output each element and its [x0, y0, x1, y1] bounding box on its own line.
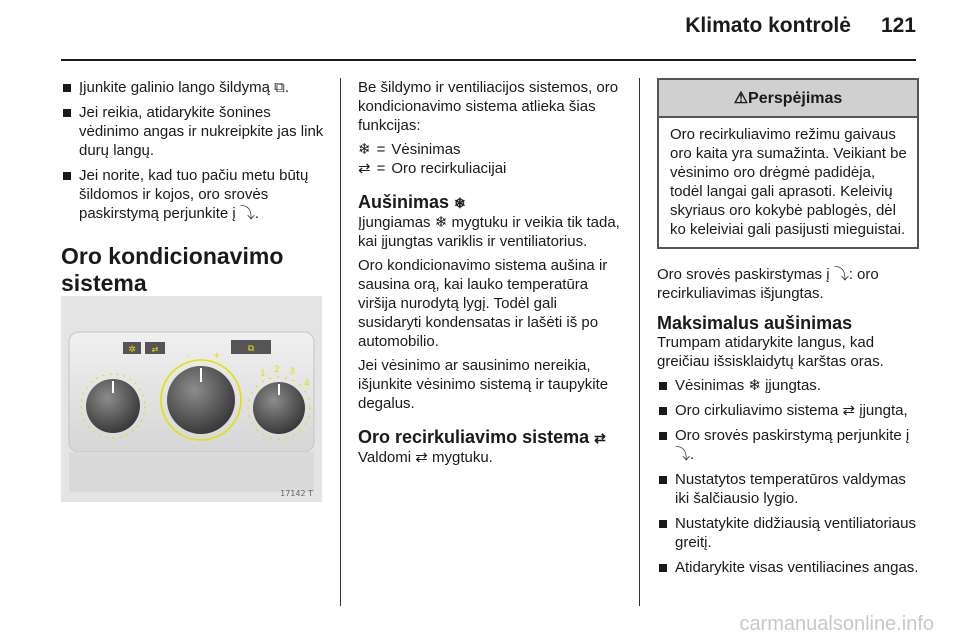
column-3 [657, 78, 919, 583]
paragraph: Įjungiamas ❄ mygtuku ir veikia tik tada, kai įjungtas variklis ir ventiliatorius. [358, 214, 620, 250]
list-item: Nustatytos temperatūros valdymas iki šalčiausio lygio. [657, 470, 919, 508]
paragraph: Valdomi ⇄ mygtuku. [358, 449, 493, 466]
list-item: Jei reikia, atidarykite šonines vėdinimo angas ir nukreipkite jas link durų langų. [61, 103, 326, 160]
temp-plus-label: + [213, 351, 221, 361]
page-header [685, 14, 916, 38]
cooling-heading: Aušinimas ❄ [358, 192, 466, 212]
column-divider [340, 78, 341, 606]
watermark: carmanualsonline.info [739, 613, 934, 635]
list-item: Oro srovės paskirstymą perjunkite į ⤵. [657, 426, 919, 464]
list-item: Vėsinimas ❄ įjungtas. [657, 376, 919, 395]
warning-icon: ⚠ [733, 90, 749, 107]
list-item: Oro cirkuliavimo sistema ⇄ įjungta, [657, 401, 919, 420]
fan-speed-label: 2 [274, 365, 280, 375]
section-title: Klimato kontrolė [685, 14, 851, 37]
equals-sign: = [376, 160, 386, 177]
warning-box [657, 78, 919, 249]
warning-header: ⚠Perspėjimas [659, 80, 917, 118]
list-item: Jei norite, kad tuo pačiu metu būtų šildomos ir kojos, oro srovės paskirstymą perjunkite į ⤵. [61, 166, 326, 223]
definition-text: Vėsinimas [391, 141, 461, 158]
definition-text: Oro recirkuliacijai [391, 160, 507, 177]
list-item: Įjunkite galinio lango šildymą ⧉. [61, 78, 326, 97]
snowflake-icon: ❄ [358, 141, 371, 158]
fan-speed-label: 1 [260, 369, 266, 379]
definition-row [358, 159, 512, 178]
definition-row [358, 140, 512, 159]
list-item: Atidarykite visas ventiliacines angas. [657, 558, 919, 577]
paragraph: Oro srovės paskirstymas į ⤵: oro recirkuliavimas išjungtas. [657, 266, 879, 302]
warning-text: Oro recirkuliavimo režimu gaivaus oro kaita yra sumažinta. Veikiant be vėsinimo oro drėgmė padidėja, todėl langai gali aprasoti. Keleivių skyriaus oro kokybė pablogės, dėl ko keleiviai gali pasijusti mieguistai. [670, 126, 907, 238]
svg-text:⧉: ⧉ [247, 344, 255, 354]
recirculation-icon: ⇄ [594, 430, 606, 446]
intro-text: Be šildymo ir ventiliacijos sistemos, oro kondicionavimo sistema atlieka šias funkcijas: [358, 79, 619, 134]
recirculation-icon: ⇄ [358, 160, 371, 177]
page-number: 121 [880, 14, 916, 37]
snowflake-icon: ❄ [454, 195, 466, 211]
list-item: Nustatykite didžiausią ventiliatoriaus greitį. [657, 514, 919, 552]
function-definitions [358, 140, 512, 178]
column-divider [639, 78, 640, 606]
figure-number: 17142 T [280, 489, 313, 498]
equals-sign: = [376, 141, 386, 158]
section-heading: Oro kondicionavimo sistema [61, 243, 284, 296]
svg-text:✲: ✲ [128, 345, 136, 355]
paragraph: Trumpam atidarykite langus, kad greičiau išsisklaidytų karštas oras. [657, 334, 884, 370]
recirculation-heading: Oro recirkuliavimo sistema ⇄ [358, 427, 606, 447]
svg-text:⇄: ⇄ [151, 345, 159, 354]
fan-speed-label: 4 [304, 379, 310, 389]
paragraph: Oro kondicionavimo sistema aušina ir sausina orą, kai lauko temperatūra viršija nurodytą lygį. Todėl gali susidaryti kondensatas ir lašėti iš po automobilio. [358, 257, 608, 350]
climate-panel-illustration [61, 296, 322, 502]
paragraph: Jei vėsinimo ar sausinimo nereikia, išjunkite vėsinimo sistemą ir taupykite degalus. [358, 357, 609, 412]
column-2 [358, 78, 624, 472]
header-rule [61, 59, 916, 61]
column-1 [61, 78, 326, 309]
temp-minus-label: - [186, 351, 190, 361]
max-cooling-heading: Maksimalus aušinimas [657, 313, 853, 333]
fan-speed-label: 3 [289, 367, 295, 377]
